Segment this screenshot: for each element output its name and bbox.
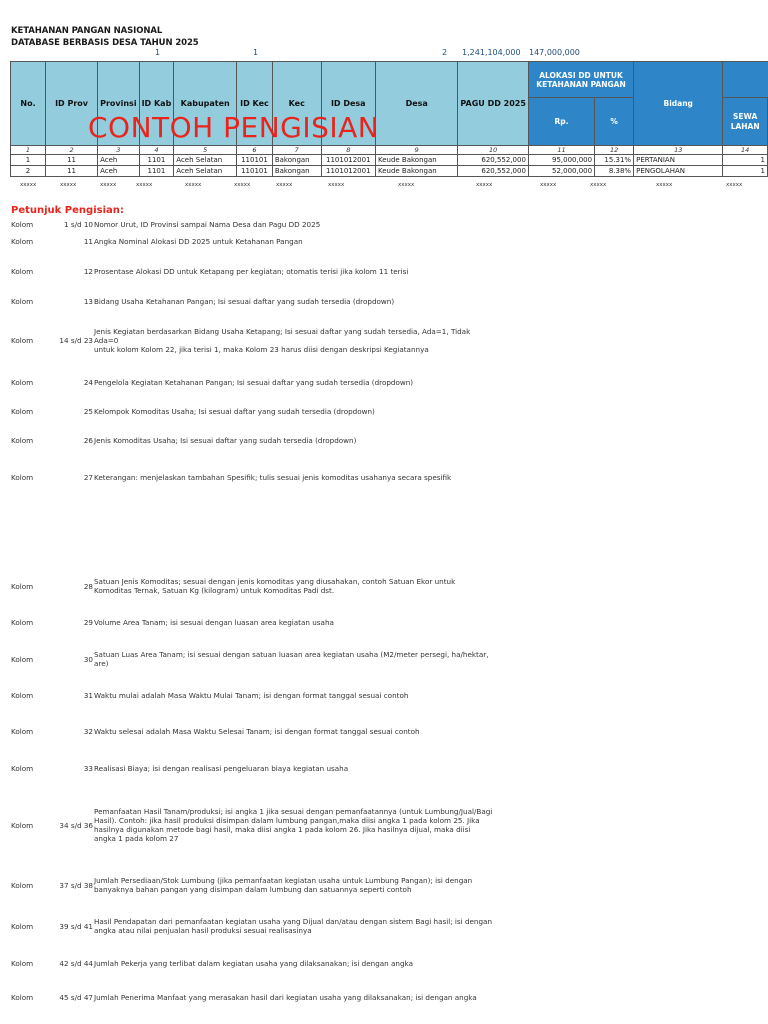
col-header-id-kab: ID Kab [139, 62, 174, 146]
table-cell[interactable]: 2 [11, 166, 46, 177]
col-number: 12 [595, 146, 634, 155]
col-header-rp: Rp. [528, 98, 594, 146]
table-cell[interactable]: 1101012001 [321, 166, 375, 177]
instruction-row [11, 727, 494, 736]
instruction-kolom-label: Kolom [11, 763, 34, 773]
instruction-text: Jumlah Penerima Manfaat yang merasakan hasil dari kegiatan usaha yang dilaksanakan; isi dengan angka [94, 992, 477, 1002]
col-header-bidang: Bidang [634, 62, 723, 146]
instruction-column-range: 27 [83, 472, 93, 482]
table-cell[interactable]: 620,552,000 [458, 166, 529, 177]
instruction-row [11, 807, 494, 843]
col-number: 10 [458, 146, 529, 155]
instruction-row [11, 220, 494, 229]
table-cell[interactable]: Keude Bakongan [375, 166, 457, 177]
instruction-row [11, 876, 494, 894]
filler-mark: xxxxx [656, 182, 673, 188]
instruction-text: Jumlah Pekerja yang terlibat dalam kegiatan usaha yang dilaksanakan; isi dengan angka [94, 958, 413, 968]
table-cell[interactable]: Keude Bakongan [375, 155, 457, 166]
instruction-column-range: 30 [83, 654, 93, 664]
instruction-text: Pemanfaatan Hasil Tanam/produksi; isi angka 1 jika sesuai dengan pemanfaatannya (untuk Lumbung/Jual/Bagi Hasil). Contoh: jika hasil produksi disimpan dalam lumbung pangan,maka diisi angka 1 pada kolom 25. Jika hasilnya digunakan metode bagi hasil, maka diisi angka 1 pada kolom 26. Jika hasilnya dijual, maka diisi angka 1 pada kolom 27 [94, 807, 493, 843]
table-cell[interactable]: 1101012001 [321, 155, 375, 166]
col-header-blank [723, 62, 768, 98]
filler-mark: xxxxx [476, 182, 493, 188]
instruction-kolom-label: Kolom [11, 266, 34, 276]
instruction-column-range: 32 [83, 726, 93, 736]
table-cell[interactable]: 620,552,000 [458, 155, 529, 166]
instruction-text: Nomor Urut, ID Provinsi sampai Nama Desa dan Pagu DD 2025 [94, 219, 321, 229]
table-cell[interactable]: PERTANIAN [634, 155, 723, 166]
top-value: 1 [155, 48, 161, 57]
instruction-kolom-label: Kolom [11, 921, 34, 931]
instruction-row [11, 237, 494, 246]
instruction-kolom-label: Kolom [11, 472, 34, 482]
instruction-column-range: 39 s/d 41 [59, 921, 93, 931]
instruction-kolom-label: Kolom [11, 992, 34, 1002]
instruction-kolom-label: Kolom [11, 726, 34, 736]
table-cell[interactable]: 1101 [139, 155, 174, 166]
instruction-column-range: 24 [83, 377, 93, 387]
instruction-row [11, 407, 494, 416]
instruction-text: Realisasi Biaya; isi dengan realisasi pengeluaran biaya kegiatan usaha [94, 763, 349, 773]
instruction-kolom-label: Kolom [11, 335, 34, 345]
instruction-kolom-label: Kolom [11, 690, 34, 700]
instruction-text: Bidang Usaha Ketahanan Pangan; Isi sesuai daftar yang sudah tersedia (dropdown) [94, 296, 395, 306]
instruction-kolom-label: Kolom [11, 880, 34, 890]
instruction-text: Jenis Kegiatan berdasarkan Bidang Usaha Ketapang; Isi sesuai daftar yang sudah tersedia, Ada=1, Tidak Ada=0 untuk kolom Kolom 22, jika terisi 1, maka Kolom 23 harus diisi dengan deskripsi Kegiatannya [94, 326, 471, 354]
instruction-kolom-label: Kolom [11, 296, 34, 306]
table-cell[interactable]: 1 [11, 155, 46, 166]
col-header-pct: % [595, 98, 634, 146]
instruction-text: Pengelola Kegiatan Ketahanan Pangan; Isi sesuai daftar yang sudah tersedia (dropdown) [94, 377, 414, 387]
table-cell[interactable]: 52,000,000 [528, 166, 594, 177]
col-number: 4 [139, 146, 174, 155]
instruction-kolom-label: Kolom [11, 219, 34, 229]
instruction-column-range: 1 s/d 10 [63, 219, 93, 229]
instruction-row [11, 917, 494, 935]
instruction-text: Volume Area Tanam; isi sesuai dengan luasan area kegiatan usaha [94, 617, 334, 627]
table-cell[interactable]: Bakongan [272, 166, 321, 177]
instruction-text: Keterangan: menjelaskan tambahan Spesifik; tulis sesuai jenis komoditas usahanya secara spesifik [94, 472, 452, 482]
instruction-text: Satuan Jenis Komoditas; sesuai dengan jenis komoditas yang diusahakan, contoh Satuan Ekor untuk Komoditas Ternak, Satuan Kg (kilogram) untuk Komoditas Padi dst. [94, 577, 456, 595]
instruction-row [11, 436, 494, 445]
instruction-column-range: 42 s/d 44 [59, 958, 93, 968]
filler-mark: xxxxx [590, 182, 607, 188]
instruction-row [11, 618, 494, 627]
col-number: 6 [237, 146, 273, 155]
instruction-column-range: 29 [83, 617, 93, 627]
filler-mark: xxxxx [540, 182, 557, 188]
instruction-text: Prosentase Alokasi DD untuk Ketapang per kegiatan; otomatis terisi jika kolom 11 terisi [94, 266, 409, 276]
col-number: 14 [723, 146, 768, 155]
col-header-pagu: PAGU DD 2025 [458, 62, 529, 146]
filler-mark: xxxxx [100, 182, 117, 188]
instruction-row [11, 327, 494, 354]
table-cell[interactable]: 1 [723, 166, 768, 177]
top-value: 1,241,104,000 [462, 48, 521, 57]
petunjuk-heading: Petunjuk Pengisian: [11, 205, 124, 216]
instruction-kolom-label: Kolom [11, 958, 34, 968]
filler-mark: xxxxx [328, 182, 345, 188]
filler-mark: xxxxx [136, 182, 153, 188]
col-number: 11 [528, 146, 594, 155]
instruction-kolom-label: Kolom [11, 435, 34, 445]
instruction-text: Waktu mulai adalah Masa Waktu Mulai Tanam; isi dengan format tanggal sesuai contoh [94, 690, 409, 700]
instruction-text: Waktu selesai adalah Masa Waktu Selesai Tanam; isi dengan format tanggal sesuai contoh [94, 726, 420, 736]
instruction-text: Hasil Pendapatan dari pemanfaatan kegiatan usaha yang Dijual dan/atau dengan sistem Bagi hasil; isi dengan angka atau nilai penjualan hasil produksi sesuai realisasinya [94, 917, 493, 935]
col-number: 9 [375, 146, 457, 155]
table-cell[interactable]: Aceh [98, 155, 139, 166]
col-number: 5 [174, 146, 237, 155]
instruction-kolom-label: Kolom [11, 654, 34, 664]
instruction-text: Jenis Komoditas Usaha; Isi sesuai daftar yang sudah tersedia (dropdown) [94, 435, 357, 445]
table-cell[interactable]: 1 [723, 155, 768, 166]
instruction-row [11, 473, 494, 482]
instruction-column-range: 31 [83, 690, 93, 700]
table-cell[interactable]: 110101 [237, 166, 273, 177]
table-cell[interactable]: Aceh [98, 166, 139, 177]
table-cell[interactable]: 8.38% [595, 166, 634, 177]
table-cell[interactable]: Bakongan [272, 155, 321, 166]
instruction-text: Angka Nominal Alokasi DD 2025 untuk Ketahanan Pangan [94, 236, 303, 246]
col-header-alokasi: ALOKASI DD UNTUK KETAHANAN PANGAN [528, 62, 633, 98]
filler-mark: xxxxx [398, 182, 415, 188]
col-header-sewa: SEWA LAHAN [723, 98, 768, 146]
instruction-column-range: 33 [83, 763, 93, 773]
top-value: 2 [442, 48, 448, 57]
table-cell[interactable]: 95,000,000 [528, 155, 594, 166]
instruction-row [11, 959, 494, 968]
instruction-column-range: 37 s/d 38 [59, 880, 93, 890]
col-header-kec: Kec [272, 62, 321, 146]
instruction-column-range: 12 [83, 266, 93, 276]
filler-mark: xxxxx [276, 182, 293, 188]
instruction-column-range: 11 [83, 236, 93, 246]
col-header-id-kec: ID Kec [237, 62, 273, 146]
instruction-kolom-label: Kolom [11, 236, 34, 246]
instruction-row [11, 267, 494, 276]
col-number: 3 [98, 146, 139, 155]
instruction-column-range: 13 [83, 296, 93, 306]
top-value: 147,000,000 [529, 48, 580, 57]
col-header-desa: Desa [375, 62, 457, 146]
table-cell[interactable]: 110101 [237, 155, 273, 166]
instruction-row [11, 297, 494, 306]
col-number: 7 [272, 146, 321, 155]
instruction-kolom-label: Kolom [11, 581, 34, 591]
instruction-kolom-label: Kolom [11, 406, 34, 416]
instruction-kolom-label: Kolom [11, 377, 34, 387]
col-number: 13 [634, 146, 723, 155]
instruction-text: Kelompok Komoditas Usaha; Isi sesuai daftar yang sudah tersedia (dropdown) [94, 406, 375, 416]
instruction-row [11, 378, 494, 387]
filler-mark: xxxxx [726, 182, 743, 188]
table-row [11, 155, 768, 166]
table-cell[interactable]: 11 [46, 155, 98, 166]
filler-mark: xxxxx [20, 182, 37, 188]
instruction-column-range: 28 [83, 581, 93, 591]
instruction-column-range: 34 s/d 36 [59, 820, 93, 830]
instruction-row [11, 577, 494, 595]
col-number: 8 [321, 146, 375, 155]
instruction-kolom-label: Kolom [11, 617, 34, 627]
instruction-column-range: 25 [83, 406, 93, 416]
filler-mark: xxxxx [60, 182, 77, 188]
col-number: 2 [46, 146, 98, 155]
instruction-row [11, 691, 494, 700]
instruction-column-range: 14 s/d 23 [59, 335, 93, 345]
instruction-row [11, 650, 494, 668]
table-cell[interactable]: Aceh Selatan [174, 155, 237, 166]
instruction-column-range: 26 [83, 435, 93, 445]
watermark-contoh-pengisian: CONTOH PENGISIAN [88, 111, 380, 144]
col-header-provinsi: Provinsi [98, 62, 139, 146]
table-cell[interactable]: 15.31% [595, 155, 634, 166]
top-value: 1 [253, 48, 259, 57]
col-header-id-prov: ID Prov [46, 62, 98, 146]
col-header-id-desa: ID Desa [321, 62, 375, 146]
col-header-no: No. [11, 62, 46, 146]
col-header-kabupaten: Kabupaten [174, 62, 237, 146]
instruction-row [11, 764, 494, 773]
filler-mark: xxxxx [185, 182, 202, 188]
instruction-kolom-label: Kolom [11, 820, 34, 830]
table-cell[interactable]: PENGOLAHAN [634, 166, 723, 177]
instruction-text: Satuan Luas Area Tanam; isi sesuai dengan satuan luasan area kegiatan usaha (M2/meter persegi, ha/hektar, are) [94, 650, 489, 668]
instruction-row [11, 993, 494, 1002]
table-cell[interactable]: 11 [46, 166, 98, 177]
doc-title: KETAHANAN PANGAN NASIONAL [11, 26, 163, 36]
instruction-text: Jumlah Persediaan/Stok Lumbung (jika pemanfaatan kegiatan usaha untuk Lumbung Pangan); isi dengan banyaknya bahan pangan yang disimpan dalam lumbung dan satuannya seperti contoh [94, 876, 473, 894]
table-cell[interactable]: Aceh Selatan [174, 166, 237, 177]
table-cell[interactable]: 1101 [139, 166, 174, 177]
col-number: 1 [11, 146, 46, 155]
instruction-column-range: 45 s/d 47 [59, 992, 93, 1002]
filler-mark: xxxxx [234, 182, 251, 188]
doc-subtitle: DATABASE BERBASIS DESA TAHUN 2025 [11, 38, 199, 48]
table-row [11, 166, 768, 177]
